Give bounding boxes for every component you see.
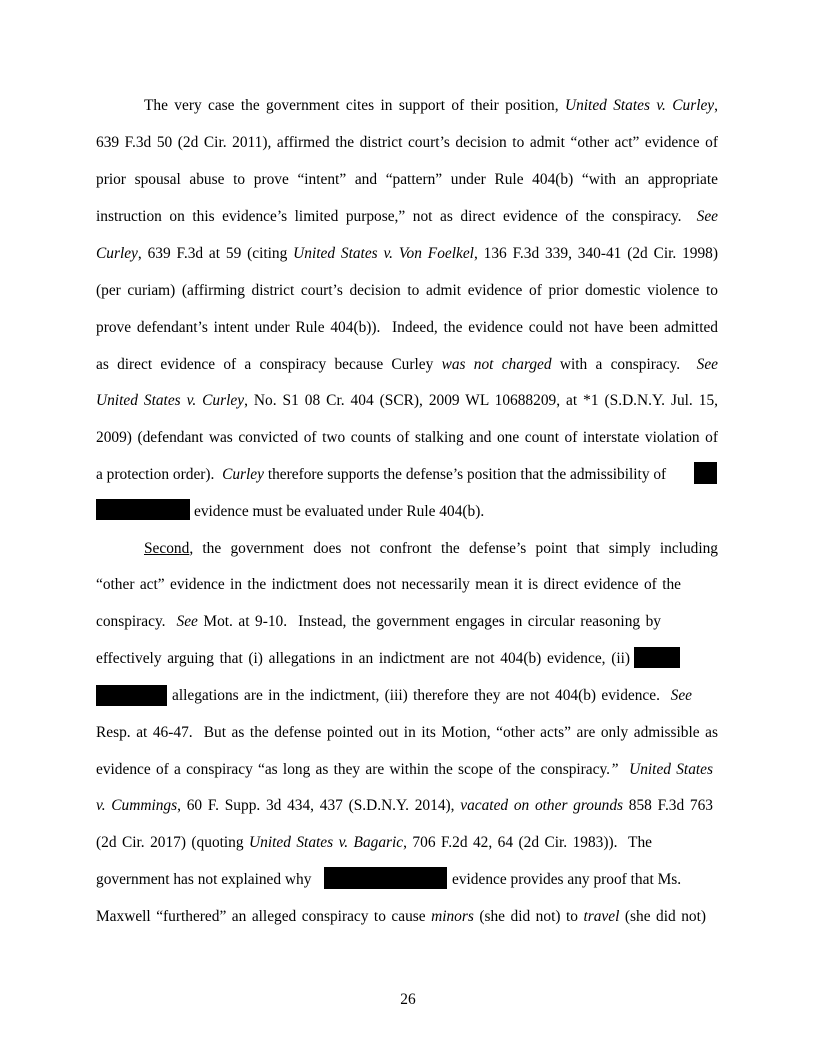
text-line: 2009) (defendant was convicted of two counts of stalking and one count of interstate violation of (96, 429, 718, 446)
text-line: Resp. at 46-47. But as the defense pointed out in its Motion, “other acts” are only admissible as (96, 724, 718, 741)
text-line: evidence must be evaluated under Rule 404(b). (194, 503, 485, 520)
redaction-box (96, 499, 190, 520)
redaction-box (324, 867, 447, 889)
text-line: United States v. Curley, No. S1 08 Cr. 404 (SCR), 2009 WL 10688209, at *1 (S.D.N.Y. Jul. 15, (96, 392, 718, 409)
text-line: prove defendant’s intent under Rule 404(b)). Indeed, the evidence could not have been admitted (96, 319, 718, 336)
text-line: v. Cummings, 60 F. Supp. 3d 434, 437 (S.D.N.Y. 2014), vacated on other grounds 858 F.3d 763 (96, 797, 713, 814)
text-line: (2d Cir. 2017) (quoting United States v. Bagaric, 706 F.2d 42, 64 (2d Cir. 1983)). The (96, 834, 652, 851)
text-line: government has not explained why (96, 871, 312, 888)
text-line: as direct evidence of a conspiracy because Curley was not charged with a conspiracy. See (96, 356, 718, 373)
text-line: “other act” evidence in the indictment does not necessarily mean it is direct evidence of the (96, 576, 681, 593)
text-line: (per curiam) (affirming district court’s decision to admit evidence of prior domestic violence to (96, 282, 718, 299)
text-line: Curley, 639 F.3d at 59 (citing United States v. Von Foelkel, 136 F.3d 339, 340-41 (2d Cir. 1998) (96, 245, 718, 262)
redaction-box (634, 647, 680, 668)
text-line: Second, the government does not confront the defense’s point that simply including (144, 540, 718, 557)
text-line: evidence of a conspiracy “as long as they are within the scope of the conspiracy.” United States (96, 761, 713, 778)
text-line: Maxwell “furthered” an alleged conspiracy to cause minors (she did not) to travel (she did not) (96, 908, 706, 925)
text-line: allegations are in the indictment, (iii) therefore they are not 404(b) evidence. See (172, 687, 692, 704)
text-line: 639 F.3d 50 (2d Cir. 2011), affirmed the district court’s decision to admit “other act” evidence of (96, 134, 718, 151)
text-line: a protection order). Curley therefore supports the defense’s position that the admissibility of (96, 466, 667, 483)
redaction-box (694, 462, 717, 484)
text-line: instruction on this evidence’s limited purpose,” not as direct evidence of the conspiracy. See (96, 208, 718, 225)
text-line: prior spousal abuse to prove “intent” and “pattern” under Rule 404(b) “with an appropriate (96, 171, 718, 188)
page-number: 26 (400, 991, 416, 1008)
text-line: evidence provides any proof that Ms. (452, 871, 682, 888)
redaction-box (96, 685, 167, 706)
text-line: effectively arguing that (i) allegations in an indictment are not 404(b) evidence, (ii) (96, 650, 630, 667)
text-line: The very case the government cites in support of their position, United States v. Curley, (144, 97, 718, 114)
text-line: conspiracy. See Mot. at 9-10. Instead, the government engages in circular reasoning by (96, 613, 661, 630)
